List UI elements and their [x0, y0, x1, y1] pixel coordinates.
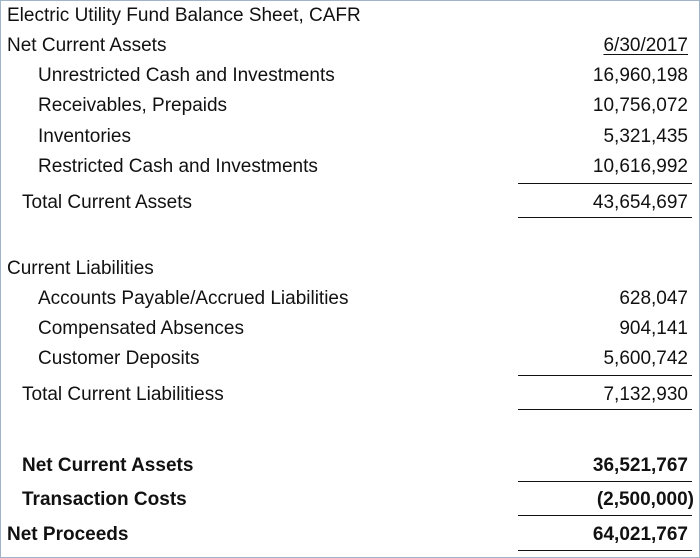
table-row: [0, 92, 700, 120]
total-assets-value: 43,654,697: [592, 192, 688, 213]
row-label: Receivables, Prepaids: [38, 95, 228, 116]
total-rule: [518, 409, 692, 410]
row-value: 10,616,992: [592, 156, 688, 177]
sheet-title: Electric Utility Fund Balance Sheet, CAFR: [7, 5, 361, 26]
net-proceeds-value: 64,021,767: [592, 524, 688, 545]
row-value: 5,600,742: [603, 348, 688, 369]
table-row: [0, 123, 700, 151]
net-current-assets-label: Net Current Assets: [22, 455, 194, 476]
table-row: [0, 345, 700, 373]
row-label: Compensated Absences: [38, 318, 244, 339]
table-row: [0, 62, 700, 90]
total-liabilities-label: Total Current Liabilitiess: [22, 384, 224, 405]
total-liabilities-value: 7,132,930: [603, 384, 688, 405]
row-value: 10,756,072: [592, 95, 688, 116]
table-row: [0, 315, 700, 343]
total-assets-label: Total Current Assets: [22, 192, 193, 213]
row-label: Customer Deposits: [38, 348, 200, 369]
table-row: [0, 285, 700, 313]
summary-rule: [518, 515, 692, 516]
row-value: 16,960,198: [592, 65, 688, 86]
row-label: Inventories: [38, 126, 131, 147]
final-rule: [518, 550, 692, 551]
transaction-costs-row: [0, 486, 700, 514]
row-label: Accounts Payable/Accrued Liabilities: [38, 288, 349, 309]
assets-header-row: [0, 32, 700, 60]
row-label: Unrestricted Cash and Investments: [38, 65, 335, 86]
transaction-costs-value: (2,500,000): [596, 489, 694, 510]
assets-header: Net Current Assets: [7, 35, 167, 56]
total-liabilities-row: [0, 381, 700, 409]
net-current-assets-value: 36,521,767: [592, 455, 688, 476]
transaction-costs-label: Transaction Costs: [22, 489, 187, 510]
net-current-assets-row: [0, 452, 700, 480]
net-proceeds-row: [0, 521, 700, 549]
subtotal-rule: [518, 375, 692, 376]
subtotal-rule: [518, 183, 692, 184]
total-rule: [518, 217, 692, 218]
net-proceeds-label: Net Proceeds: [7, 524, 129, 545]
summary-rule: [518, 481, 692, 482]
date-header: 6/30/2017: [603, 35, 688, 56]
row-label: Restricted Cash and Investments: [38, 156, 318, 177]
title-row: [0, 2, 700, 30]
table-row: [0, 153, 700, 181]
liabilities-header: Current Liabilities: [7, 258, 154, 279]
total-assets-row: [0, 189, 700, 217]
liabilities-header-row: [0, 255, 700, 283]
row-value: 628,047: [619, 288, 688, 309]
row-value: 5,321,435: [603, 126, 688, 147]
row-value: 904,141: [619, 318, 688, 339]
